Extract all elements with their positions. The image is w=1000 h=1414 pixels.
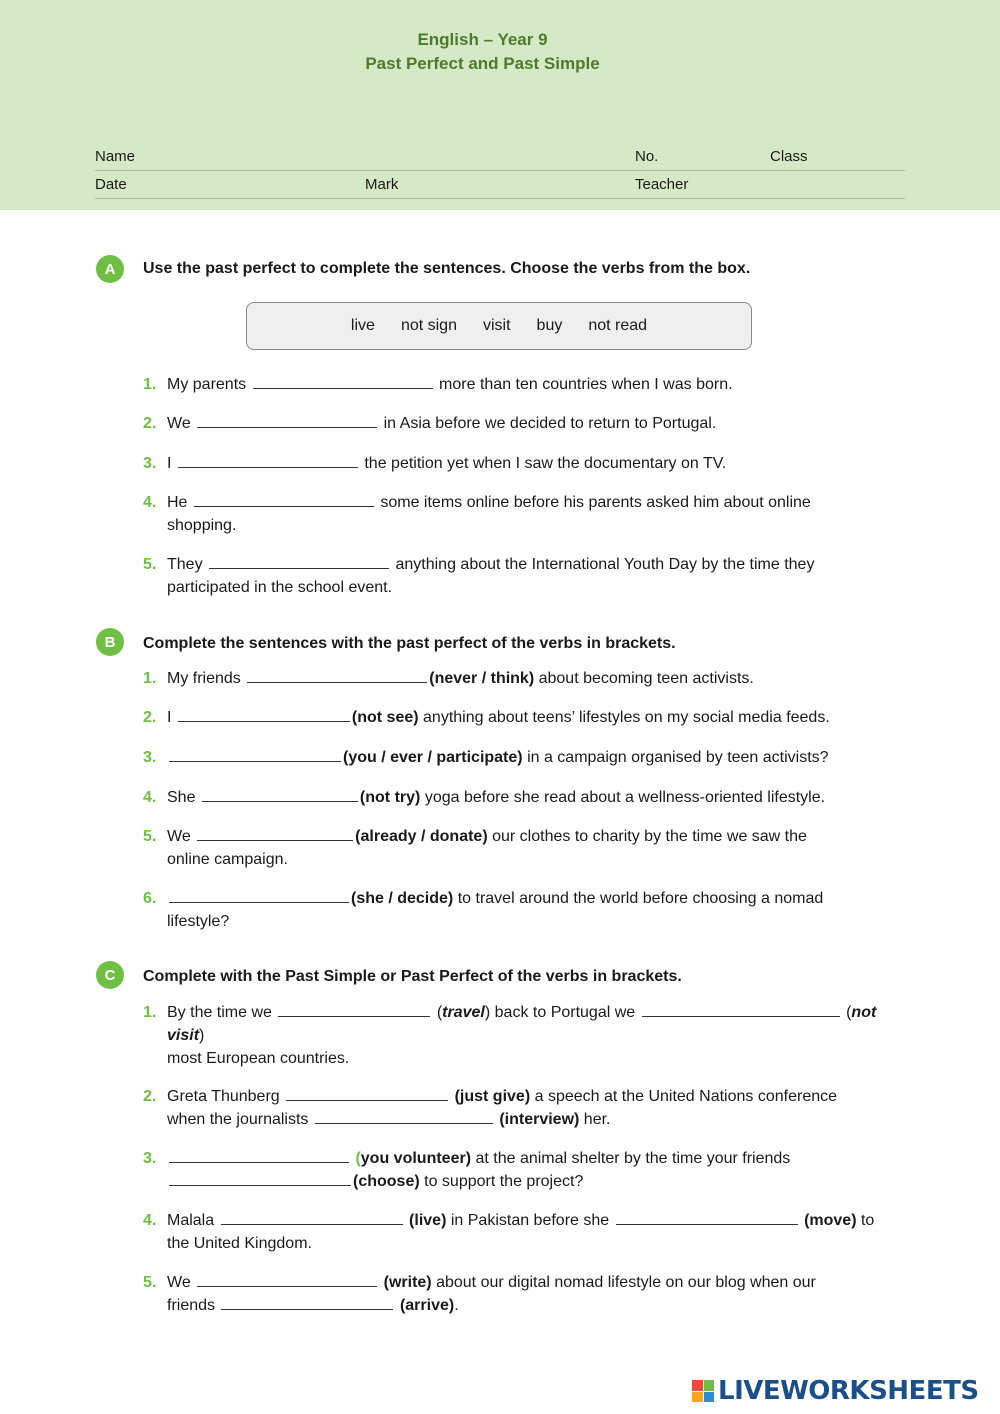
item-text: I: [167, 709, 172, 726]
item-number: 1.: [143, 376, 157, 393]
verb-hint: (write): [383, 1274, 432, 1291]
exercise-a-2: [143, 412, 903, 435]
item-text: She: [167, 789, 196, 806]
word-box-item: not sign: [400, 317, 457, 334]
item-text: to: [860, 1212, 875, 1229]
item-text: a speech at the United Nations conference: [534, 1088, 838, 1105]
verb-hint: (not see): [351, 709, 419, 726]
class-label: Class: [770, 148, 808, 165]
teacher-label: Teacher: [635, 176, 689, 193]
item-text: anything about the International Youth Day by the time they: [395, 556, 815, 573]
exercise-b-2: [143, 706, 903, 729]
mark-label: Mark: [365, 176, 399, 193]
answer-blank[interactable]: [253, 374, 433, 389]
answer-blank[interactable]: [169, 747, 341, 762]
item-text: By the time we: [167, 1004, 272, 1021]
item-text: They: [167, 556, 203, 573]
exercise-a-5: [143, 553, 903, 599]
item-number: 5.: [143, 556, 157, 573]
verb-hint: not: [851, 1004, 877, 1021]
answer-blank[interactable]: [221, 1210, 403, 1225]
item-continuation: shopping.: [167, 517, 237, 534]
verb-hint: visit: [167, 1027, 200, 1044]
item-text: some items online before his parents asked him about online: [380, 494, 811, 511]
exercise-c-4: [143, 1209, 903, 1255]
item-text: in Asia before we decided to return to Portugal.: [383, 415, 717, 432]
section-a-badge: A: [96, 255, 124, 283]
item-text: in Pakistan before she: [450, 1212, 610, 1229]
item-text: about becoming teen activists.: [538, 670, 754, 687]
bracket: ): [484, 1004, 491, 1021]
topic-title: Past Perfect and Past Simple: [365, 54, 600, 73]
item-number: 6.: [143, 890, 157, 907]
section-a-instruction: Use the past perfect to complete the sentences. Choose the verbs from the box.: [143, 260, 751, 277]
item-text: My parents: [167, 376, 247, 393]
verb-hint: (she / decide): [351, 890, 454, 907]
section-c-instruction: Complete with the Past Simple or Past Perfect of the verbs in brackets.: [143, 968, 682, 985]
item-number: 2.: [143, 1088, 157, 1105]
subject-title: English – Year 9: [417, 30, 548, 49]
item-number: 3.: [143, 749, 157, 766]
item-text: back to Portugal we: [494, 1004, 636, 1021]
item-text: Malala: [167, 1212, 215, 1229]
word-box-item: live: [350, 317, 375, 334]
answer-blank[interactable]: [178, 707, 350, 722]
answer-blank[interactable]: [278, 1002, 430, 1017]
verb-hint: (interview): [499, 1111, 580, 1128]
verb-hint: (just give): [454, 1088, 531, 1105]
bracket: ): [199, 1027, 205, 1044]
bracket: (: [355, 1150, 361, 1167]
item-number: 5.: [143, 828, 157, 845]
brand-name: LIVEWORKSHEETS: [718, 1376, 979, 1406]
item-number: 4.: [143, 789, 157, 806]
item-text: anything about teens’ lifestyles on my social media feeds.: [423, 709, 830, 726]
exercise-a-3: [143, 452, 903, 475]
number-label: No.: [635, 148, 659, 165]
item-text: more than ten countries when I was born.: [439, 376, 733, 393]
exercise-a-1: [143, 373, 903, 396]
item-text: in a campaign organised by teen activists?: [527, 749, 829, 766]
item-number: 1.: [143, 670, 157, 687]
exercise-b-3: [143, 746, 903, 769]
answer-blank[interactable]: [642, 1002, 840, 1017]
item-number: 2.: [143, 415, 157, 432]
item-continuation: online campaign.: [167, 851, 288, 868]
item-continuation: the United Kingdom.: [167, 1235, 312, 1252]
answer-blank[interactable]: [221, 1295, 393, 1310]
exercise-c-5: [143, 1271, 903, 1317]
verb-hint: (you / ever / participate): [343, 749, 523, 766]
item-text: when the journalists: [167, 1111, 309, 1128]
item-text: about our digital nomad lifestyle on our blog when our: [436, 1274, 816, 1291]
verb-hint: you volunteer): [360, 1150, 472, 1167]
answer-blank[interactable]: [202, 787, 358, 802]
exercise-c-2: [143, 1085, 903, 1131]
exercise-a-4: [143, 491, 903, 537]
item-text: yoga before she read about a wellness-oriented lifestyle.: [424, 789, 826, 806]
verb-hint: travel: [442, 1004, 485, 1021]
item-text: We: [167, 828, 191, 845]
answer-blank[interactable]: [194, 492, 374, 507]
verb-hint: (arrive): [399, 1297, 455, 1314]
item-text: We: [167, 415, 191, 432]
item-text: our clothes to charity by the time we saw the: [492, 828, 807, 845]
word-box-item: buy: [536, 317, 563, 334]
liveworksheets-logo-icon: [692, 1380, 714, 1402]
item-text: I: [167, 455, 172, 472]
bracket: (: [846, 1004, 852, 1021]
bracket: (: [436, 1004, 443, 1021]
section-b-instruction: Complete the sentences with the past perfect of the verbs in brackets.: [143, 635, 676, 652]
answer-blank[interactable]: [169, 888, 349, 903]
item-text: My friends: [167, 670, 241, 687]
date-label: Date: [95, 176, 127, 193]
word-box: [246, 302, 752, 350]
item-text: to travel around the world before choosing a nomad: [457, 890, 824, 907]
item-text: He: [167, 494, 188, 511]
verb-hint: (choose): [353, 1173, 420, 1190]
item-text: .: [454, 1297, 459, 1314]
exercise-b-1: [143, 667, 903, 690]
item-text: Greta Thunberg: [167, 1088, 280, 1105]
item-text: the petition yet when I saw the documentary on TV.: [364, 455, 727, 472]
answer-blank[interactable]: [169, 1171, 351, 1186]
verb-hint: (not try): [359, 789, 421, 806]
item-continuation: lifestyle?: [167, 913, 230, 930]
exercise-b-4: [143, 786, 903, 809]
word-box-item: not read: [588, 317, 648, 334]
exercise-c-1: [143, 1001, 903, 1070]
section-c-badge: C: [96, 961, 124, 989]
item-number: 4.: [143, 494, 157, 511]
exercise-b-5: [143, 825, 903, 871]
form-row-name: [95, 142, 905, 171]
verb-hint: (move): [804, 1212, 857, 1229]
form-row-date: [95, 170, 905, 199]
item-number: 3.: [143, 455, 157, 472]
section-b-badge: B: [96, 628, 124, 656]
answer-blank[interactable]: [616, 1210, 798, 1225]
verb-hint: (never / think): [429, 670, 535, 687]
item-text: to support the project?: [424, 1173, 584, 1190]
answer-blank[interactable]: [178, 453, 358, 468]
item-number: 4.: [143, 1212, 157, 1229]
name-label: Name: [95, 148, 136, 165]
item-continuation: most European countries.: [167, 1050, 350, 1067]
item-text: We: [167, 1274, 191, 1291]
answer-blank[interactable]: [197, 413, 377, 428]
answer-blank[interactable]: [209, 554, 389, 569]
answer-blank[interactable]: [197, 826, 353, 841]
verb-hint: (live): [409, 1212, 447, 1229]
item-number: 1.: [143, 1004, 157, 1021]
answer-blank[interactable]: [247, 668, 427, 683]
answer-blank[interactable]: [315, 1109, 493, 1124]
liveworksheets-brand: [692, 1376, 992, 1406]
word-box-item: visit: [482, 317, 511, 334]
answer-blank[interactable]: [197, 1272, 377, 1287]
item-text: friends: [167, 1297, 216, 1314]
item-number: 2.: [143, 709, 157, 726]
item-text: at the animal shelter by the time your friends: [475, 1150, 791, 1167]
item-continuation: participated in the school event.: [167, 579, 393, 596]
item-text: her.: [583, 1111, 611, 1128]
answer-blank[interactable]: [169, 1148, 349, 1163]
item-number: 3.: [143, 1150, 157, 1167]
exercise-c-3: [143, 1147, 903, 1193]
verb-hint: (already / donate): [355, 828, 488, 845]
answer-blank[interactable]: [286, 1086, 448, 1101]
item-number: 5.: [143, 1274, 157, 1291]
exercise-b-6: [143, 887, 903, 933]
